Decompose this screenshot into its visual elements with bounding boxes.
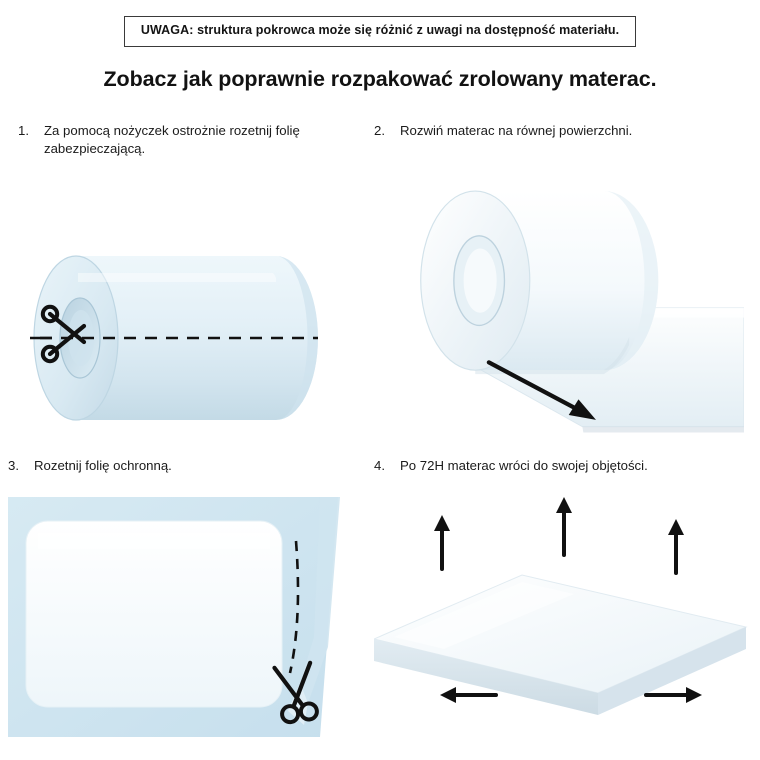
notice-text: UWAGA: struktura pokrowca może się różnić z uwagi na dostępność materiału.	[124, 16, 636, 47]
step-2	[374, 122, 744, 432]
scissors-icon	[43, 307, 84, 361]
steps-grid	[0, 112, 760, 760]
step-1	[18, 122, 358, 432]
step-4-text: Po 72H materac wróci do swojej objętości.	[400, 458, 648, 473]
step-4	[374, 457, 754, 757]
scissors-icon	[274, 663, 317, 723]
step-2-illustration	[374, 168, 744, 438]
step-2-number: 2.	[374, 123, 385, 138]
step-1-text: Za pomocą nożyczek ostrożnie rozetnij folię zabezpieczającą.	[44, 123, 300, 156]
step-1-illustration	[18, 178, 358, 428]
step-4-illustration	[374, 497, 754, 747]
step-4-header	[374, 457, 754, 475]
step-2-text: Rozwiń materac na równej powierzchni.	[400, 123, 633, 138]
step-3	[8, 457, 353, 757]
arrow-down-right-icon	[489, 362, 596, 419]
step-3-text: Rozetnij folię ochronną.	[34, 458, 172, 473]
step-3-number: 3.	[8, 458, 19, 473]
expand-arrows-icon	[434, 497, 702, 703]
step-2-header	[374, 122, 744, 140]
page-title: Zobacz jak poprawnie rozpakować zrolowany materac.	[103, 66, 657, 91]
step-1-header	[18, 122, 358, 158]
step-3-illustration	[8, 497, 353, 747]
step-1-number: 1.	[18, 123, 29, 138]
notice-bar	[0, 0, 760, 47]
step-4-number: 4.	[374, 458, 385, 473]
step-3-header	[8, 457, 353, 475]
